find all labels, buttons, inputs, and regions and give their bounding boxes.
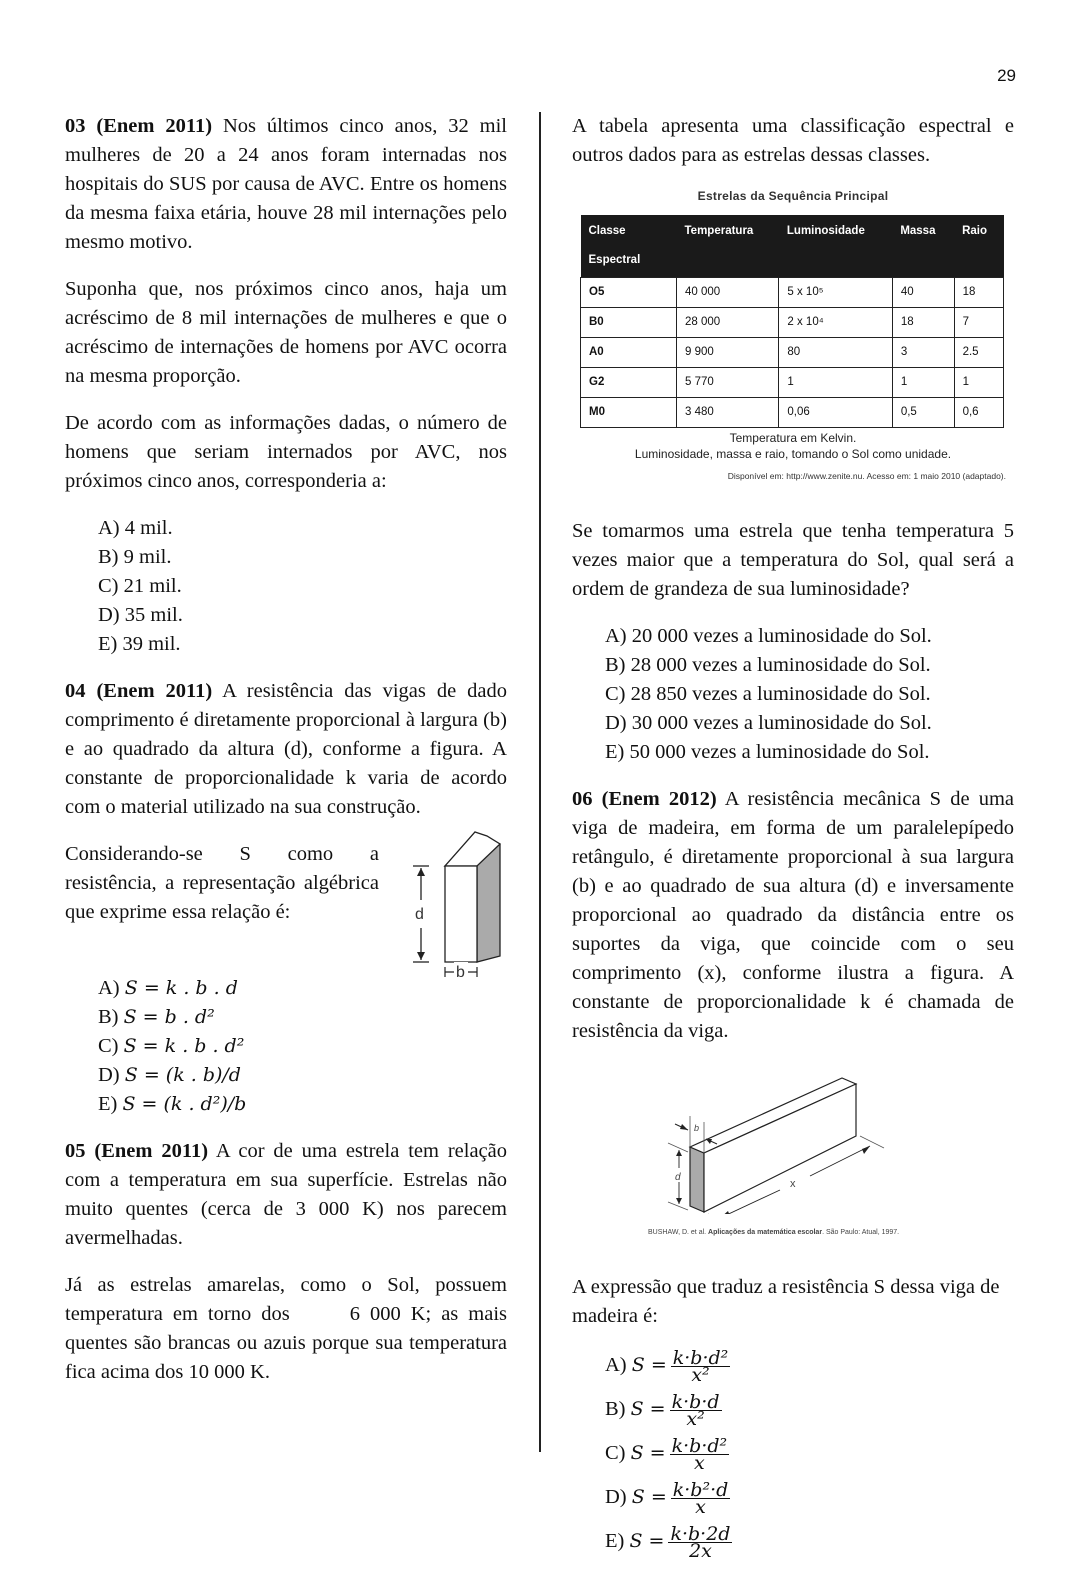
q03-text-3: De acordo com as informações dadas, o número de homens que seriam internados por AVC, nos próximos cinco anos, corresponderia a: [65, 412, 507, 492]
svg-text:b: b [694, 1123, 700, 1133]
col-header-temperature: Temperatura [677, 215, 779, 278]
q03-text-1: Nos últimos cinco anos, 32 mil mulheres de 20 a 24 anos foram internadas nos hospitais do SUS por causa de AVC. Entre os homens da mesma faixa etária, houve 28 mil internações pelo mesmo motivo. [65, 115, 507, 253]
col-header-mass: Massa [892, 215, 954, 278]
question-05 [65, 1137, 513, 1387]
q06-option-a[interactable]: A) S = $\frac{\text{k·b·d²}}{\text{x²}}$ [605, 1346, 729, 1386]
q05-text-1: A cor de uma estrela tem relação com a temperatura em sua superfície. Estrelas não muito quentes (cerca de 3 000 K) nos parecem avermelhadas. [65, 1140, 507, 1249]
q04-text-with-figure [65, 840, 507, 978]
q04-option-d[interactable]: D) S = (k . b)/d [98, 1064, 241, 1086]
q03-option-c[interactable]: C) 21 mil. [98, 575, 182, 597]
q06-text-1: A resistência mecânica S de uma viga de madeira, em forma de um paralelepípedo retângulo, é diretamente proporcional à sua largura (b) e ao quadrado de sua altura (d) e inversamente proporcional ao quadrado da distância entre os suportes da viga, que coincide com o seu comprimento (x), conforme ilustra a figura. A constante de proporcionalidade k é chamada de resistência da viga. [572, 788, 1015, 1042]
table-header-row [581, 215, 1004, 278]
table-row: G2 5 770 1 1 1 [581, 368, 1004, 398]
q03-option-e[interactable]: E) 39 mil. [98, 633, 181, 655]
q04-option-b[interactable]: B) S = b . d² [98, 1006, 215, 1028]
q03-option-a[interactable]: A) 4 mil. [98, 517, 173, 539]
q06-option-b[interactable]: B) S = $\frac{k\cdot b\cdot d}{\text{x²}}$ [605, 1390, 720, 1430]
q03-options [98, 514, 507, 659]
col-header-luminosity: Luminosidade [779, 215, 892, 278]
q04-option-e[interactable]: E) S = (k . d²)/b [98, 1093, 247, 1115]
q06-text-2: A expressão que traduz a resistência S dessa viga de madeira é: [572, 1276, 1000, 1327]
q06-option-c[interactable]: C) S = $\frac{\text{k·b·d²}}{x}$ [605, 1434, 728, 1474]
label-d: d [415, 906, 424, 923]
q04-intro [65, 677, 507, 822]
left-column [65, 112, 513, 1405]
q05-option-c[interactable]: C) 28 850 vezes a luminosidade do Sol. [605, 683, 931, 705]
svg-text:d: d [675, 1172, 681, 1183]
q05-intro [65, 1137, 507, 1253]
beam-cross-section-figure [407, 828, 507, 978]
q03-text-2: Suponha que, nos próximos cinco anos, haja um acréscimo de 8 mil internações de mulheres e que o acréscimo de internações de homens por AVC ocorra na mesma proporção. [65, 278, 507, 387]
q05-option-e[interactable]: E) 50 000 vezes a luminosidade do Sol. [605, 741, 930, 763]
q04-text-1: A resistência das vigas de dado comprimento é diretamente proporcional à largura (b) e ao quadrado da altura (d), conforme a figura. A constante de proporcionalidade k varia de acordo com o material utilizado na sua construção. [65, 680, 508, 818]
q04-text-2: Considerando-se S como a resistência, a representação algébrica que exprime essa relação é: [65, 843, 379, 923]
question-04 [65, 677, 507, 1119]
table-note-1: Temperatura em Kelvin. [729, 431, 857, 445]
table-row: M0 3 480 0,06 0,5 0,6 [581, 398, 1004, 428]
table-title: Estrelas da Sequência Principal [697, 189, 889, 203]
q06-header: 06 (Enem 2012) [572, 788, 717, 810]
col-header-class: Classe Espectral [581, 215, 677, 278]
col-header-radius: Raio [954, 215, 1003, 278]
q05-option-a[interactable]: A) 20 000 vezes a luminosidade do Sol. [605, 625, 932, 647]
table-row: B0 28 000 2 x 10⁴ 18 7 [581, 308, 1004, 338]
q03-option-d[interactable]: D) 35 mil. [98, 604, 183, 626]
question-03 [65, 112, 507, 659]
q03-option-b[interactable]: B) 9 mil. [98, 546, 172, 568]
page-number: 29 [997, 66, 1016, 85]
column-divider [539, 112, 541, 1452]
table-row: O5 40 000 5 x 10⁵ 40 18 [581, 278, 1004, 308]
q06-options [605, 1343, 1014, 1563]
q04-option-c[interactable]: C) S = k . b . d² [98, 1035, 245, 1057]
q05-text-3: A tabela apresenta uma classificação espectral e outros dados para as estrelas dessas classes. [572, 115, 1014, 166]
table-note-2: Luminosidade, massa e raio, tomando o Sol como unidade. [634, 447, 952, 461]
beam-figure [572, 1064, 1014, 1214]
q04-options [98, 974, 507, 1119]
beam-figure-caption: BUSHAW, D. et al. Aplicações da matemática escolar. São Paulo: Atual, 1997. [648, 1229, 900, 1236]
q05-text-4: Se tomarmos uma estrela que tenha temperatura 5 vezes maior que a temperatura do Sol, qual será a ordem de grandeza de sua luminosidade? [572, 520, 1014, 600]
q04-option-a[interactable]: A) S = k . b . d [98, 977, 238, 999]
q03-header: 03 (Enem 2011) [65, 115, 213, 137]
q05-text-2: Já as estrelas amarelas, como o Sol, possuem temperatura em torno dos 6 000 K; as mais quentes são brancas ou azuis porque sua temperatura fica acima dos 10 000 K. [65, 1274, 513, 1383]
q05-option-b[interactable]: B) 28 000 vezes a luminosidade do Sol. [605, 654, 931, 676]
q06-intro [572, 785, 1014, 1046]
svg-text:x: x [790, 1178, 796, 1190]
question-06 [572, 785, 1014, 1563]
right-column [572, 112, 1014, 1581]
q06-option-e[interactable]: E) S = $\frac{k\cdot b\cdot 2d}{2x}$ [605, 1522, 731, 1562]
q05-options [605, 622, 1014, 767]
q04-header: 04 (Enem 2011) [65, 680, 213, 702]
q06-option-d[interactable]: D) S = $\frac{\text{k·b²·d}}{x}$ [605, 1478, 729, 1518]
table-source: Disponível em: http://www.zenite.nu. Acesso em: 1 maio 2010 (adaptado). [727, 471, 1006, 481]
table-row: A0 9 900 80 3 2.5 [581, 338, 1004, 368]
q05-option-d[interactable]: D) 30 000 vezes a luminosidade do Sol. [605, 712, 932, 734]
q03-intro [65, 112, 507, 257]
q05-header: 05 (Enem 2011) [65, 1140, 209, 1162]
stars-table [580, 215, 1004, 428]
label-b: b [456, 964, 465, 978]
